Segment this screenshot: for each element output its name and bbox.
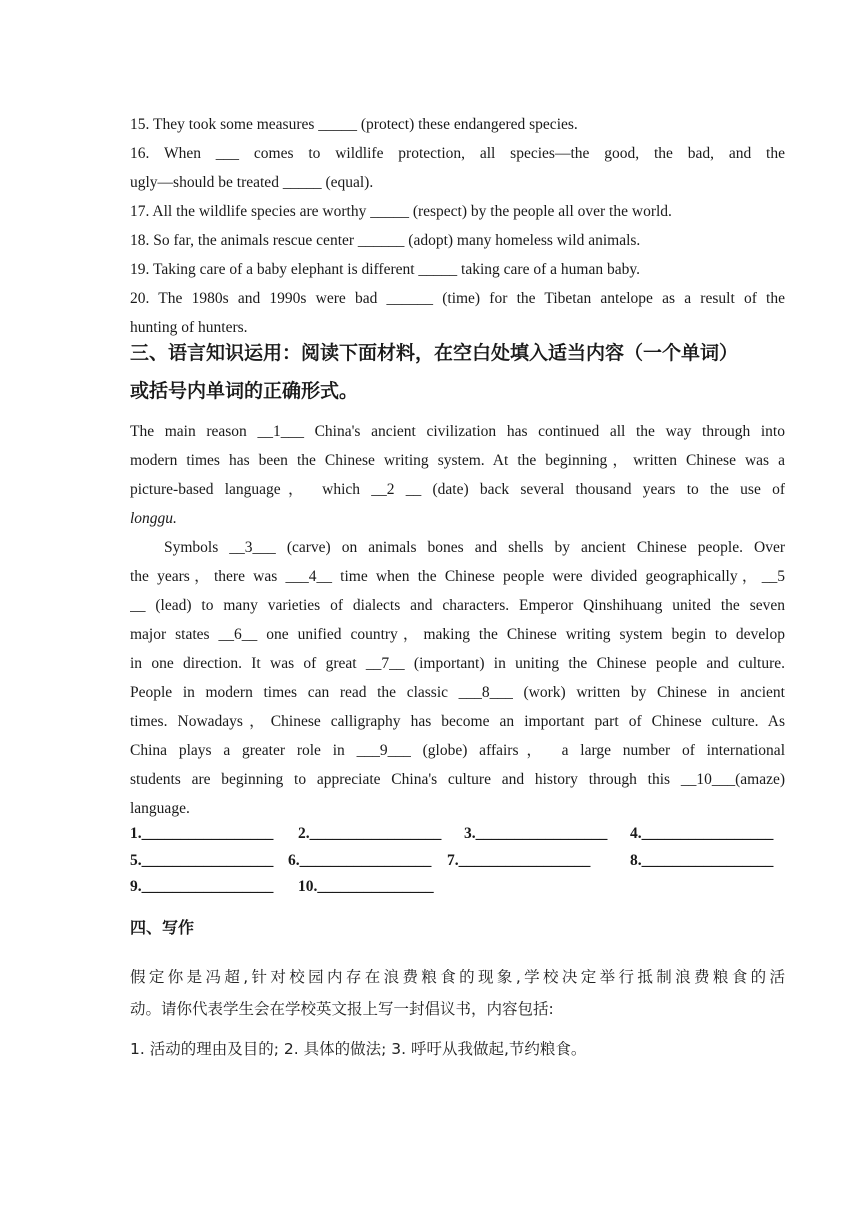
passage-line: in one direction. It was of great __7__ (important) in uniting the Chinese people and culture. <box>130 655 785 672</box>
cloze-passage <box>130 417 785 823</box>
question-18: 18. So far, the animals rescue center ______ (adopt) many homeless wild animals. <box>130 232 641 249</box>
writing-prompt-line1: 假定你是冯超,针对校园内存在浪费粮食的现象,学校决定举行抵制浪费粮食的活 <box>130 968 785 986</box>
answer-blank-7[interactable]: 7._________________ <box>447 852 591 869</box>
passage-line: students are beginning to appreciate China's culture and history through this __10___(amaze) <box>130 771 785 788</box>
question-15: 15. They took some measures _____ (protect) these endangered species. <box>130 116 578 133</box>
writing-prompt-points: 1. 活动的理由及目的; 2. 具体的做法; 3. 呼吁从我做起,节约粮食。 <box>130 1040 587 1058</box>
passage-line: major states __6__ one unified country，making the Chinese writing system begin to develop <box>130 626 785 643</box>
question-20-line1: 20. The 1980s and 1990s were bad ______ (time) for the Tibetan antelope as a result of the <box>130 290 785 307</box>
section-4-heading: 四、写作 <box>130 918 195 937</box>
section-3-heading-line2: 或括号内单词的正确形式。 <box>130 380 359 402</box>
answer-blank-2[interactable]: 2._________________ <box>298 825 442 842</box>
answer-blank-9[interactable]: 9._________________ <box>130 878 274 895</box>
section-3-heading <box>130 334 785 410</box>
question-17: 17. All the wildlife species are worthy _____ (respect) by the people all over the world. <box>130 203 672 220</box>
passage-italic-word: longgu. <box>130 510 177 527</box>
passage-line: __ (lead) to many varieties of dialects and characters. Emperor Qinshihuang united the seven <box>130 597 785 614</box>
section-4-writing <box>130 913 785 1065</box>
answer-blank-5[interactable]: 5._________________ <box>130 852 274 869</box>
question-16-line1: 16. When ___ comes to wildlife protection, all species—the good, the bad, and the <box>130 145 785 162</box>
passage-line <box>130 504 785 533</box>
passage-line: People in modern times can read the classic ___8___ (work) written by Chinese in ancient <box>130 684 785 701</box>
answer-blank-10[interactable]: 10._______________ <box>298 878 434 895</box>
writing-prompt-line2: 动。请你代表学生会在学校英文报上写一封倡议书，内容包括: <box>130 1000 554 1018</box>
question-19: 19. Taking care of a baby elephant is different _____ taking care of a human baby. <box>130 261 640 278</box>
passage-line: The main reason __1___ China's ancient civilization has continued all the way through into <box>130 423 785 440</box>
answer-blank-6[interactable]: 6._________________ <box>288 852 432 869</box>
answer-blank-3[interactable]: 3._________________ <box>464 825 608 842</box>
passage-line: Symbols __3___ (carve) on animals bones and shells by ancient Chinese people. Over <box>164 539 785 556</box>
answer-blank-8[interactable]: 8._________________ <box>630 852 774 869</box>
passage-line: China plays a greater role in ___9___ (globe) affairs， a large number of international <box>130 742 785 759</box>
fill-in-questions <box>130 110 785 342</box>
passage-line: picture-based language， which __2 __ (date) back several thousand years to the use of <box>130 481 785 498</box>
question-16-line2: ugly—should be treated _____ (equal). <box>130 174 374 191</box>
answer-blank-4[interactable]: 4._________________ <box>630 825 774 842</box>
passage-line: the years，there was ___4__ time when the Chinese people were divided geographically，__5 <box>130 568 785 585</box>
passage-line: times. Nowadays，Chinese calligraphy has become an important part of Chinese culture. As <box>130 713 785 730</box>
question-20-line2: hunting of hunters. <box>130 319 248 336</box>
section-3-heading-line1: 三、语言知识运用：阅读下面材料，在空白处填入适当内容（一个单词） <box>130 342 739 364</box>
answer-blank-1[interactable]: 1._________________ <box>130 825 274 842</box>
passage-line: language. <box>130 800 190 817</box>
passage-line: modern times has been the Chinese writing system. At the beginning，written Chinese was a <box>130 452 785 469</box>
